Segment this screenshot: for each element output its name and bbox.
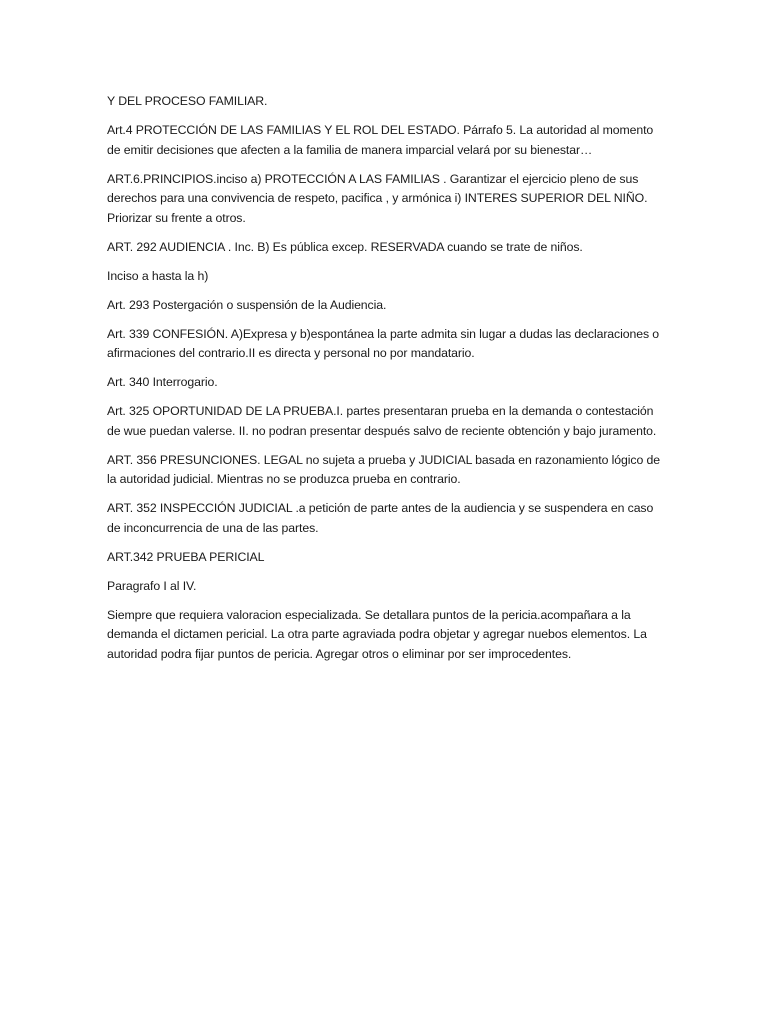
- paragraph-art-325: Art. 325 OPORTUNIDAD DE LA PRUEBA.I. partes presentaran prueba en la demanda o contestación de wue puedan valerse. II. no podran presentar después salvo de reciente obtención y bajo juramento.: [107, 404, 657, 438]
- paragraph-art-340: Art. 340 Interrogario.: [107, 375, 218, 389]
- paragraph-inciso: Inciso a hasta la h): [107, 268, 209, 283]
- paragraph-art-6: ART.6.PRINCIPIOS.inciso a) PROTECCIÓN A LAS FAMILIAS . Garantizar el ejercicio pleno de sus derechos para una convivencia de respeto, pacifica , y armónica i) INTERES SUPERIOR DEL NIÑO. Priorizar su frente a otros.: [107, 171, 648, 225]
- paragraph-art-293: Art. 293 Postergación o suspensión de la Audiencia.: [107, 297, 387, 312]
- paragraph-art-356: ART. 356 PRESUNCIONES. LEGAL no sujeta a prueba y JUDICIAL basada en razonamiento lógico de la autoridad judicial. Mientras no se produzca prueba en contrario.: [107, 452, 660, 486]
- paragraph-art-4: Art.4 PROTECCIÓN DE LAS FAMILIAS Y EL ROL DEL ESTADO. Párrafo 5. La autoridad al momento de emitir decisiones que afecten a la familia de manera imparcial velará por su bienestar…: [107, 123, 654, 157]
- paragraph-art-342: ART.342 PRUEBA PERICIAL: [107, 549, 265, 564]
- paragraph-art-352: ART. 352 INSPECCIÓN JUDICIAL .a petición de parte antes de la audiencia y se suspendera en caso de inconcurrencia de una de las partes.: [107, 501, 654, 535]
- paragraph-art-292: ART. 292 AUDIENCIA . Inc. B) Es pública excep. RESERVADA cuando se trate de niños.: [107, 239, 583, 254]
- paragraph-paragrafo: Paragrafo I al IV.: [107, 578, 197, 593]
- document-page: [107, 92, 667, 674]
- paragraph-art-339: Art. 339 CONFESIÓN. A)Expresa y b)espontánea la parte admita sin lugar a dudas las declaraciones o afirmaciones del contrario.II es directa y personal no por mandatario.: [107, 326, 660, 360]
- paragraph-heading: Y DEL PROCESO FAMILIAR.: [107, 94, 268, 108]
- paragraph-pericia: Siempre que requiera valoracion especializada. Se detallara puntos de la pericia.acompañara a la demanda el dictamen pericial. La otra parte agraviada podra objetar y agregar nuebos elementos. La autoridad podra fijar puntos de pericia. Agregar otros o eliminar por ser improcedentes.: [107, 607, 647, 661]
